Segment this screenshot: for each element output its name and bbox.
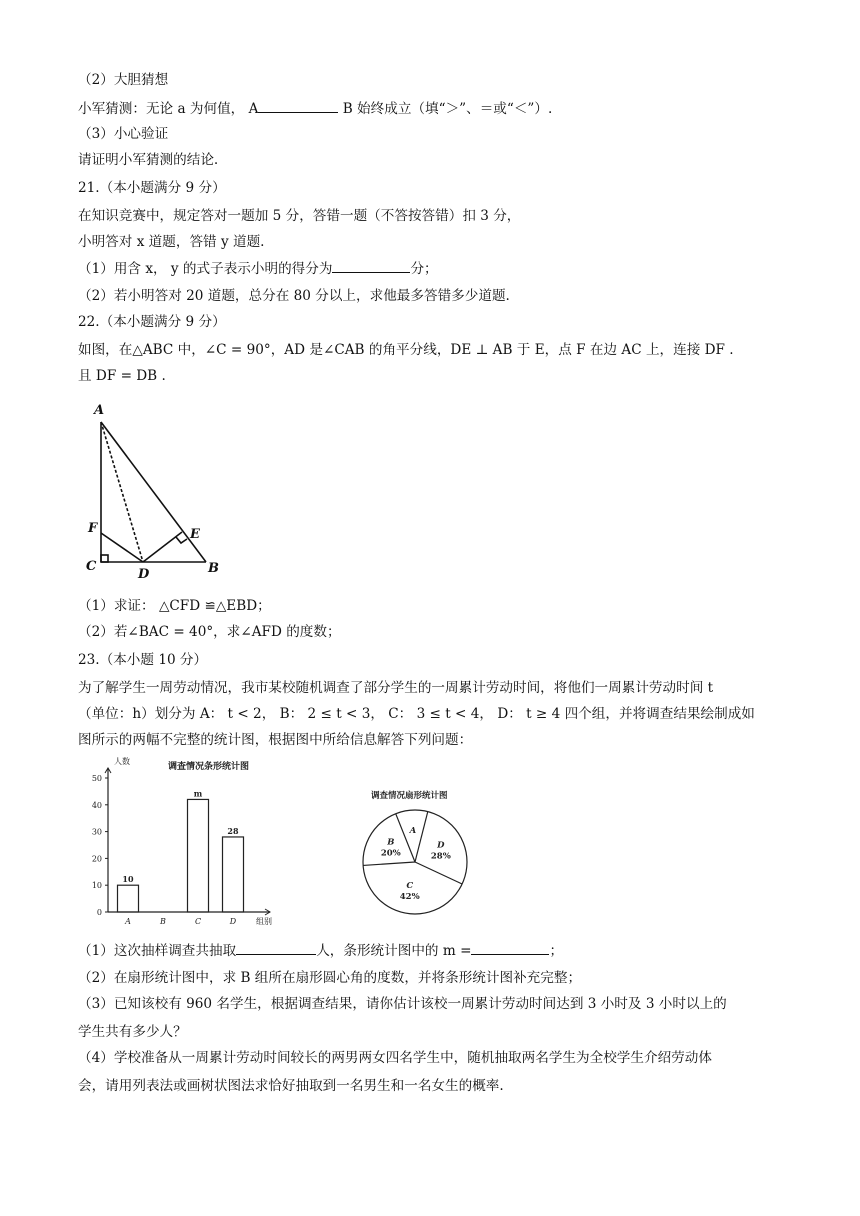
bar-chart-title: 调查情况条形统计图 xyxy=(168,762,250,772)
q23-part4-line1: （4）学校准备从一周累计劳动时间较长的两男两女四名学生中，随机抽取两名学生为全校学生介绍劳动体 xyxy=(78,1050,712,1066)
y-tick-label: 30 xyxy=(91,827,102,837)
pie-slice-percent: 20% xyxy=(380,848,401,859)
bar-chart xyxy=(80,752,290,932)
x-tick-label: B xyxy=(160,917,166,926)
q23-part2: （2）在扇形统计图中，求 B 组所在扇形圆心角的度数，并将条形统计图补充完整； xyxy=(78,970,582,986)
x-tick-label: C xyxy=(194,917,202,926)
s2-text xyxy=(78,98,552,119)
bar-chart-ylabel: 人数 xyxy=(114,757,130,766)
pie-slice-edge xyxy=(363,862,415,865)
y-tick-label: 0 xyxy=(96,908,102,917)
y-tick-label: 20 xyxy=(91,854,102,864)
bar-value-label: m xyxy=(193,788,203,799)
answer-blank[interactable] xyxy=(236,940,316,955)
q23-part4-line2: 会，请用列表法或画树状图法求恰好抽取到一名男生和一名女生的概率. xyxy=(78,1078,504,1094)
pie-slice-percent: 28% xyxy=(430,851,451,862)
label-b: B xyxy=(208,561,219,576)
q22-title: 22.（本小题满分 9 分） xyxy=(78,314,226,330)
label-d: D xyxy=(138,567,150,581)
answer-blank[interactable] xyxy=(471,940,549,955)
y-tick-label: 40 xyxy=(91,800,102,810)
bar xyxy=(188,799,209,912)
label-a: A xyxy=(94,403,105,418)
x-tick-label: D xyxy=(229,917,237,926)
q22-part1: （1）求证： △CFD ≌△EBD； xyxy=(78,598,271,614)
pie-slice-label: C xyxy=(406,881,414,892)
q23-part1-a: （1）这次抽样调查共抽取 xyxy=(78,943,237,959)
s3-text: 请证明小军猜测的结论. xyxy=(78,152,219,168)
q21-line2: 小明答对 x 道题，答错 y 道题. xyxy=(78,234,265,250)
triangle-figure xyxy=(78,396,238,581)
pie-slice-label: A xyxy=(409,825,417,836)
q23-part1-c: ； xyxy=(549,943,564,959)
pie-slice-percent: 42% xyxy=(399,892,420,903)
q21-part1 xyxy=(78,258,438,279)
q22-part2: （2）若∠BAC = 40°，求∠AFD 的度数； xyxy=(78,624,341,640)
q23-line2: （单位：h）划分为 A： t < 2， B： 2 ≤ t < 3， C： 3 ≤ t < 4， D： t ≥ 4 四个组，并将调查结果绘制成如 xyxy=(78,706,755,722)
q23-title: 23.（本小题 10 分） xyxy=(78,652,208,668)
q23-part3-line1: （3）已知该校有 960 名学生，根据调查结果，请你估计该校一周累计劳动时间达到 3 小时及 3 小时以上的 xyxy=(78,996,727,1012)
q23-line1: 为了解学生一周劳动情况，我市某校随机调查了部分学生的一周累计劳动时间，将他们一周累计劳动时间 t xyxy=(78,680,714,696)
x-tick-label: A xyxy=(125,917,131,926)
s2-text-a: 小军猜测：无论 a 为何值， A xyxy=(78,101,259,117)
label-e: E xyxy=(190,527,200,542)
pie-slice-label: D xyxy=(437,840,445,851)
pie-slice-edge xyxy=(415,812,428,862)
pie-chart xyxy=(355,782,495,922)
q21-line1: 在知识竞赛中，规定答对一题加 5 分，答错一题（不答按答错）扣 3 分， xyxy=(78,208,521,224)
q23-part3-line2: 学生共有多少人？ xyxy=(78,1024,187,1040)
q22-line2: 且 DF = DB . xyxy=(78,368,166,384)
q21-title: 21.（本小题满分 9 分） xyxy=(78,180,226,196)
s2-text-b: B 始终成立（填“＞”、＝或“＜”）. xyxy=(338,101,553,117)
segment-de xyxy=(143,532,182,562)
bar xyxy=(118,885,139,912)
q23-line3: 图所示的两幅不完整的统计图，根据图中所给信息解答下列问题： xyxy=(78,732,473,748)
pie-chart-title: 调查情况扇形统计图 xyxy=(371,791,448,801)
pie-slice-edge xyxy=(415,862,462,884)
y-tick-label: 10 xyxy=(91,881,102,891)
bar xyxy=(223,837,244,912)
bar-chart-xlabel: 组别 xyxy=(256,917,272,926)
label-f: F xyxy=(88,521,98,536)
pie-slice-label: B xyxy=(387,837,395,848)
q21-part1-b: 分； xyxy=(410,261,438,277)
q21-part1-a: （1）用含 x， y 的式子表示小明的得分为 xyxy=(78,261,333,277)
bar-value-label: 28 xyxy=(227,825,239,836)
q22-line1: 如图，在△ABC 中，∠C = 90°，AD 是∠CAB 的角平分线，DE ⊥ AB 于 E，点 F 在边 AC 上，连接 DF . xyxy=(78,342,734,358)
segment-ad xyxy=(101,422,143,562)
bar-value-label: 10 xyxy=(122,874,134,885)
y-tick-label: 50 xyxy=(91,774,102,783)
right-angle-c xyxy=(101,555,108,562)
q23-part1-b: 人，条形统计图中的 m = xyxy=(316,943,472,959)
answer-blank[interactable] xyxy=(332,258,410,273)
answer-blank[interactable] xyxy=(258,98,338,113)
s2-heading: （2）大胆猜想 xyxy=(78,72,169,88)
right-angle-e xyxy=(176,537,187,543)
s3-heading: （3）小心验证 xyxy=(78,126,169,142)
label-c: C xyxy=(86,559,97,574)
q23-part1 xyxy=(78,940,563,961)
q21-part2: （2）若小明答对 20 道题，总分在 80 分以上，求他最多答错多少道题. xyxy=(78,288,510,304)
